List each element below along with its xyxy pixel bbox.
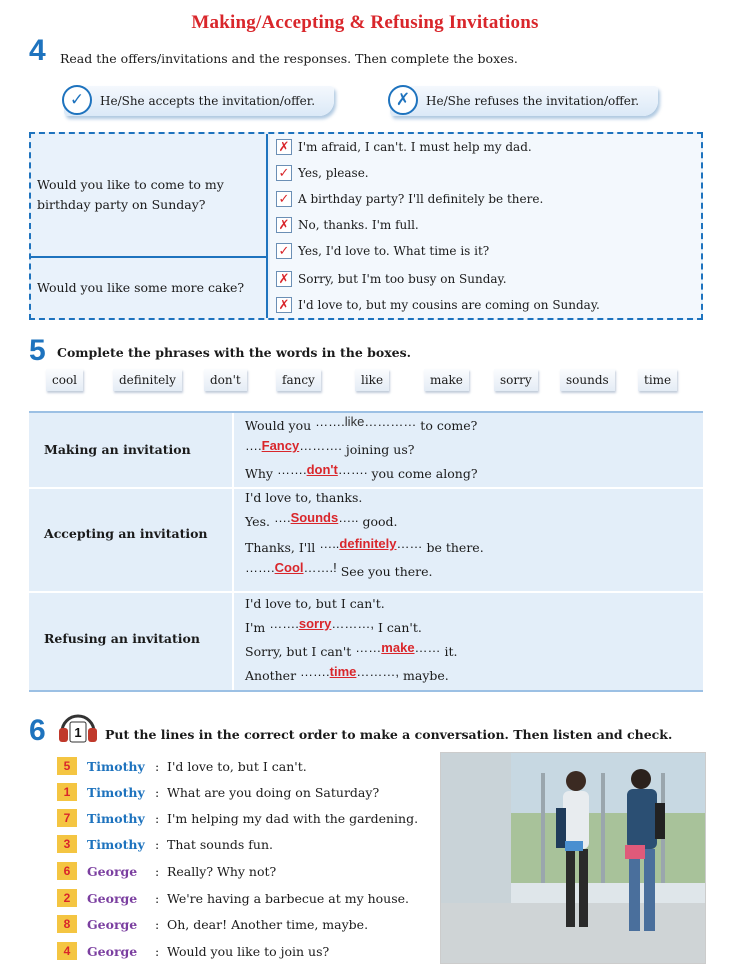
phrase-line: Another …….time………, maybe. bbox=[245, 664, 449, 683]
answer-word[interactable]: like bbox=[344, 414, 365, 429]
answer-checkbox[interactable]: ✓ bbox=[276, 165, 292, 181]
response-text: Sorry, but I'm too busy on Sunday. bbox=[298, 272, 507, 286]
speaker-name: Timothy bbox=[87, 836, 145, 852]
answer-checkbox[interactable]: ✓ bbox=[276, 243, 292, 259]
phrase-line: I'd love to, but I can't. bbox=[245, 596, 385, 611]
speaker-name: George bbox=[87, 890, 138, 906]
word-chip: fancy bbox=[276, 369, 321, 391]
label-refusing: Refusing an invitation bbox=[44, 631, 200, 646]
conversation-line: 2 George : We're having a barbecue at my house. bbox=[57, 888, 409, 908]
question-2: Would you like some more cake? bbox=[31, 258, 268, 318]
line-text: Would you like to join us? bbox=[167, 943, 330, 959]
speaker-name: Timothy bbox=[87, 810, 145, 826]
response-row bbox=[270, 186, 701, 212]
line-text: Oh, dear! Another time, maybe. bbox=[167, 916, 369, 932]
page-title: Making/Accepting & Refusing Invitations bbox=[191, 12, 539, 33]
response-row bbox=[270, 266, 701, 292]
line-text: That sounds fun. bbox=[167, 836, 273, 852]
order-box[interactable]: 8 bbox=[57, 915, 77, 933]
answer-word[interactable]: make bbox=[381, 640, 415, 655]
conversation-line: 3 Timothy : That sounds fun. bbox=[57, 834, 273, 854]
answer-checkbox[interactable]: ✗ bbox=[276, 139, 292, 155]
answer-word[interactable]: Sounds bbox=[290, 510, 339, 525]
phrase-line: Would you …….like………… to come? bbox=[245, 414, 478, 433]
answer-word[interactable]: time bbox=[329, 664, 357, 679]
exercise-5-number: 5 bbox=[29, 334, 46, 367]
order-box[interactable]: 7 bbox=[57, 809, 77, 827]
line-text: Really? Why not? bbox=[167, 863, 277, 879]
legend-refuse bbox=[390, 86, 658, 116]
response-row bbox=[270, 134, 701, 160]
phrase-line: I'd love to, thanks. bbox=[245, 490, 363, 505]
responses-list bbox=[270, 134, 701, 318]
conversation-line: 1 Timothy : What are you doing on Saturday? bbox=[57, 782, 379, 802]
exercise-6-number: 6 bbox=[29, 714, 46, 747]
exercise-4-instruction: Read the offers/invitations and the responses. Then complete the boxes. bbox=[60, 51, 518, 66]
response-row bbox=[270, 160, 701, 186]
answer-checkbox[interactable]: ✗ bbox=[276, 297, 292, 313]
response-row bbox=[270, 292, 701, 318]
label-making: Making an invitation bbox=[44, 442, 191, 457]
exercise-5-instruction: Complete the phrases with the words in the boxes. bbox=[57, 345, 412, 360]
response-text: I'd love to, but my cousins are coming on Sunday. bbox=[298, 298, 600, 312]
row-divider bbox=[29, 591, 703, 593]
line-text: I'd love to, but I can't. bbox=[167, 758, 307, 774]
track-number: 1 bbox=[74, 725, 82, 740]
response-text: No, thanks. I'm full. bbox=[298, 218, 419, 232]
conversation-line: 8 George : Oh, dear! Another time, maybe. bbox=[57, 914, 368, 934]
phrase-line: Sorry, but I can't ……make…… it. bbox=[245, 640, 458, 659]
response-text: Yes, I'd love to. What time is it? bbox=[298, 244, 490, 258]
response-row bbox=[270, 212, 701, 238]
word-chip: definitely bbox=[113, 369, 182, 391]
speaker-name: George bbox=[87, 916, 138, 932]
answer-word[interactable]: don't bbox=[306, 462, 338, 477]
answer-word[interactable]: Fancy bbox=[261, 438, 300, 453]
legend-accept bbox=[64, 86, 334, 116]
response-text: A birthday party? I'll definitely be there. bbox=[298, 192, 544, 206]
word-chip: sorry bbox=[494, 369, 538, 391]
phrase-line: Why …….don't……. you come along? bbox=[245, 462, 478, 481]
response-row bbox=[270, 238, 701, 264]
answer-word[interactable]: Cool bbox=[274, 560, 304, 575]
response-text: I'm afraid, I can't. I must help my dad. bbox=[298, 140, 532, 154]
response-text: Yes, please. bbox=[298, 166, 369, 180]
phrase-line: ….Fancy………. joining us? bbox=[245, 438, 415, 457]
order-box[interactable]: 1 bbox=[57, 783, 77, 801]
word-chip: don't bbox=[204, 369, 247, 391]
cross-icon: ✗ bbox=[388, 85, 418, 115]
question-1: Would you like to come to my birthday party on Sunday? bbox=[31, 134, 268, 258]
answer-checkbox[interactable]: ✓ bbox=[276, 191, 292, 207]
speaker-name: George bbox=[87, 943, 138, 959]
headphones-icon[interactable] bbox=[57, 710, 99, 744]
legend-accept-text: He/She accepts the invitation/offer. bbox=[100, 94, 316, 108]
order-box[interactable]: 5 bbox=[57, 757, 77, 775]
conversation-line: 7 Timothy : I'm helping my dad with the gardening. bbox=[57, 808, 418, 828]
exercise-5-table bbox=[29, 411, 703, 692]
speaker-name: George bbox=[87, 863, 138, 879]
word-chip: make bbox=[424, 369, 469, 391]
answer-word[interactable]: definitely bbox=[339, 536, 397, 551]
answer-checkbox[interactable]: ✗ bbox=[276, 271, 292, 287]
order-box[interactable]: 6 bbox=[57, 862, 77, 880]
speaker-name: Timothy bbox=[87, 758, 145, 774]
word-chip: like bbox=[355, 369, 389, 391]
line-text: What are you doing on Saturday? bbox=[167, 784, 380, 800]
order-box[interactable]: 2 bbox=[57, 889, 77, 907]
order-box[interactable]: 4 bbox=[57, 942, 77, 960]
line-text: I'm helping my dad with the gardening. bbox=[167, 810, 419, 826]
word-chip: sounds bbox=[560, 369, 615, 391]
phrase-line: Yes. ….Sounds….. good. bbox=[245, 510, 398, 529]
exercise-4-number: 4 bbox=[29, 34, 46, 67]
answer-word[interactable]: sorry bbox=[298, 616, 332, 631]
order-box[interactable]: 3 bbox=[57, 835, 77, 853]
check-icon: ✓ bbox=[62, 85, 92, 115]
exercise-4-table bbox=[29, 132, 703, 320]
word-chip: time bbox=[638, 369, 677, 391]
answer-checkbox[interactable]: ✗ bbox=[276, 217, 292, 233]
column-divider bbox=[232, 413, 234, 690]
line-text: We're having a barbecue at my house. bbox=[167, 890, 410, 906]
word-chip: cool bbox=[46, 369, 83, 391]
phrase-line: …….Cool…….! See you there. bbox=[245, 560, 433, 579]
exercise-6-instruction: Put the lines in the correct order to make a conversation. Then listen and check. bbox=[105, 727, 673, 742]
conversation-line: 6 George : Really? Why not? bbox=[57, 861, 276, 881]
phrase-line: I'm …….sorry………, I can't. bbox=[245, 616, 422, 635]
conversation-photo bbox=[440, 752, 706, 964]
speaker-name: Timothy bbox=[87, 784, 145, 800]
label-accepting: Accepting an invitation bbox=[44, 526, 208, 541]
legend-refuse-text: He/She refuses the invitation/offer. bbox=[426, 94, 640, 108]
row-divider bbox=[29, 487, 703, 489]
phrase-line: Thanks, I'll …..definitely…… be there. bbox=[245, 536, 484, 555]
conversation-line: 5 Timothy : I'd love to, but I can't. bbox=[57, 756, 307, 776]
conversation-line: 4 George : Would you like to join us? bbox=[57, 941, 329, 961]
